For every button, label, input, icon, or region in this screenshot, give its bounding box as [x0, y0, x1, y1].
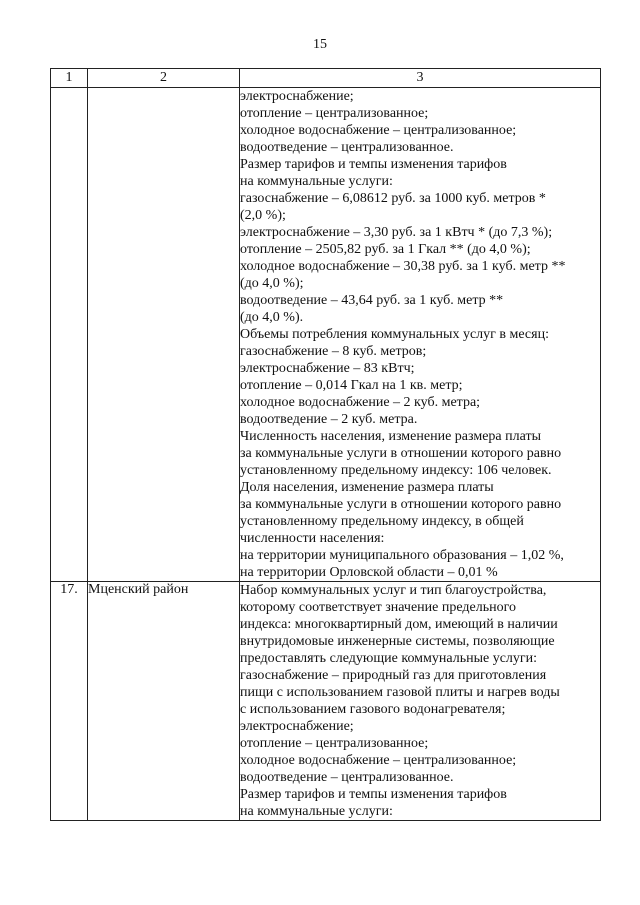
text-line: (2,0 %);	[240, 208, 286, 223]
text-line: холодное водоснабжение – централизованное;	[240, 123, 517, 138]
text-line: электроснабжение – 83 кВтч;	[240, 361, 415, 376]
text-line: на коммунальные услуги:	[240, 804, 393, 819]
text-line: водоотведение – 2 куб. метра.	[240, 412, 418, 427]
text-line: Размер тарифов и темпы изменения тарифов	[240, 787, 507, 802]
table-row-17	[51, 582, 601, 821]
text-line: Размер тарифов и темпы изменения тарифов	[240, 157, 507, 172]
table-row-continued	[51, 88, 601, 582]
text-line: которому соответствует значение предельного	[240, 600, 516, 615]
text-line: за коммунальные услуги в отношении которого равно	[240, 446, 562, 461]
text-line: индекса: многоквартирный дом, имеющий в наличии	[240, 617, 558, 632]
municipality-cell-empty	[88, 88, 240, 582]
text-line: за коммунальные услуги в отношении которого равно	[240, 497, 562, 512]
text-line: Набор коммунальных услуг и тип благоустройства,	[240, 583, 547, 598]
text-line: водоотведение – централизованное.	[240, 770, 454, 785]
header-col-3: 3	[240, 69, 601, 88]
text-line: на коммунальные услуги:	[240, 174, 393, 189]
text-line: газоснабжение – 6,08612 руб. за 1000 куб. метров *	[240, 191, 546, 206]
header-col-2: 2	[88, 69, 240, 88]
page-number: 15	[313, 37, 327, 52]
text-line: установленному предельному индексу: 106 человек.	[240, 463, 552, 478]
text-line: водоотведение – централизованное.	[240, 140, 454, 155]
row-number-cell-empty	[51, 88, 88, 582]
text-line: электроснабжение;	[240, 719, 354, 734]
row-number: 17.	[51, 582, 88, 821]
text-line: на территории муниципального образования – 1,02 %,	[240, 548, 564, 563]
text-line: численности населения:	[240, 531, 385, 546]
text-line: отопление – 0,014 Гкал на 1 кв. метр;	[240, 378, 463, 393]
table-header-row	[51, 69, 601, 88]
text-line: газоснабжение – 8 куб. метров;	[240, 344, 427, 359]
text-line: на территории Орловской области – 0,01 %	[240, 565, 498, 580]
text-line: газоснабжение – природный газ для приготовления	[240, 668, 547, 683]
text-line: (до 4,0 %);	[240, 276, 304, 291]
text-line: отопление – централизованное;	[240, 736, 429, 751]
description-cell	[240, 88, 601, 582]
text-line: электроснабжение;	[240, 89, 354, 104]
text-line: предоставлять следующие коммунальные услуги:	[240, 651, 538, 666]
tariff-table	[50, 68, 601, 821]
text-line: холодное водоснабжение – 30,38 руб. за 1 куб. метр **	[240, 259, 566, 274]
text-line: (до 4,0 %).	[240, 310, 304, 325]
text-line: холодное водоснабжение – централизованное;	[240, 753, 517, 768]
header-col-1: 1	[51, 69, 88, 88]
text-line: Численность населения, изменение размера платы	[240, 429, 541, 444]
text-line: Объемы потребления коммунальных услуг в месяц:	[240, 327, 549, 342]
text-line: внутридомовые инженерные системы, позволяющие	[240, 634, 555, 649]
text-line: отопление – 2505,82 руб. за 1 Гкал ** (до 4,0 %);	[240, 242, 531, 257]
text-line: установленному предельному индексу, в общей	[240, 514, 524, 529]
text-line: водоотведение – 43,64 руб. за 1 куб. метр **	[240, 293, 504, 308]
text-line: с использованием газового водонагревателя;	[240, 702, 506, 717]
municipality-name: Мценский район	[88, 582, 240, 821]
text-line: пищи с использованием газовой плиты и нагрев воды	[240, 685, 560, 700]
text-line: холодное водоснабжение – 2 куб. метра;	[240, 395, 481, 410]
description-cell	[240, 582, 601, 821]
text-line: Доля населения, изменение размера платы	[240, 480, 494, 495]
text-line: отопление – централизованное;	[240, 106, 429, 121]
text-line: электроснабжение – 3,30 руб. за 1 кВтч * (до 7,3 %);	[240, 225, 553, 240]
